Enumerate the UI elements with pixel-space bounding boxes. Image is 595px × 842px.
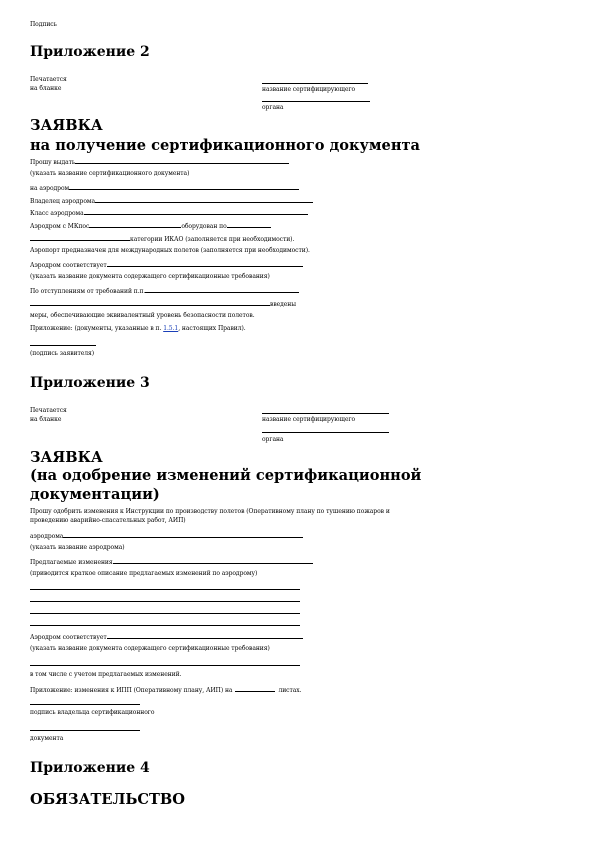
- a3-ukazat-aer: (указать название аэродрома): [30, 544, 125, 551]
- a3-signature-line: [30, 704, 140, 705]
- a3-predl-row: [30, 557, 313, 567]
- a2-otstupl-row: [30, 286, 299, 296]
- a3-predl-field[interactable]: [113, 557, 313, 564]
- a2-mery: меры, обеспечивающие эквивалентный уровень безопасности полетов.: [30, 312, 255, 319]
- a3-prosim-2: проведению аварийно-спасательных работ, АИП): [30, 517, 186, 524]
- appendix3-title: Приложение 3: [30, 375, 150, 391]
- a2-vvedeny: введены: [270, 301, 296, 308]
- a2-kategorii: категории ИКАО (заполняется при необходимости).: [130, 236, 295, 243]
- a2-aerodrom-field[interactable]: [69, 183, 299, 190]
- a3-document-line: [30, 730, 140, 731]
- a2-prilozh-row: [30, 325, 246, 333]
- a2-prilozh-link[interactable]: 1.5.1: [163, 325, 179, 332]
- appendix3-cert-org-line: [262, 413, 389, 414]
- a3-predl: Предлагаемые изменения: [30, 559, 113, 566]
- a2-vvedeny-field[interactable]: [30, 299, 270, 306]
- a3-sootv-field[interactable]: [107, 632, 303, 639]
- a2-vladelets-field[interactable]: [95, 196, 313, 203]
- a3-aerodroma: аэродрома: [30, 533, 64, 540]
- a2-mkpos-1: Аэродром с МКпос: [30, 223, 90, 230]
- a2-klass-row: [30, 208, 308, 218]
- header-caption: Подпись: [30, 21, 57, 28]
- a3-privod: (приводится краткое описание предлагаемых изменений по аэродрому): [30, 570, 258, 577]
- a3-prilozh-b: листах.: [278, 687, 302, 694]
- a2-predn: Аэропорт предназначен для международных полетов (заполняется при необходимости).: [30, 247, 310, 254]
- appendix2-print-label-2: на бланке: [30, 85, 62, 92]
- a2-aerodrom-row: [30, 183, 299, 193]
- a2-vladelets: Владелец аэродрома: [30, 198, 96, 205]
- a3-blank-line[interactable]: [30, 625, 300, 626]
- a3-ukazat-treb: (указать название документа содержащего сертификационные требования): [30, 645, 270, 652]
- appendix2-cert-org: название сертифицирующего: [262, 86, 356, 93]
- a3-blank-line[interactable]: [30, 613, 300, 614]
- a3-blank-line[interactable]: [30, 601, 300, 602]
- appendix3-print-label-2: на бланке: [30, 416, 62, 423]
- appendix3-subtitle-1: (на одобрение изменений сертификационной: [30, 467, 422, 484]
- a3-sheets-field[interactable]: [235, 685, 275, 692]
- a3-tom-chisle: в том числе с учетом предлагаемых изменений.: [30, 671, 182, 678]
- a2-podpis: (подпись заявителя): [30, 350, 95, 357]
- appendix3-organ: органа: [262, 436, 284, 443]
- a3-sootv-row: [30, 632, 303, 642]
- a2-vladelets-row: [30, 196, 313, 206]
- a3-blank-line[interactable]: [30, 665, 300, 666]
- a2-mkpos-row: [30, 221, 271, 231]
- a2-sootv-row: [30, 260, 303, 270]
- a3-podpis-vl: подпись владельца сертификационного: [30, 709, 155, 716]
- a3-prilozh-a: Приложение: изменения к ИПП (Оперативному плану, АИП) на: [30, 687, 233, 694]
- a2-klass-field[interactable]: [84, 208, 308, 215]
- appendix4-obyaz: ОБЯЗАТЕЛЬСТВО: [30, 791, 185, 808]
- appendix2-organ: органа: [262, 104, 284, 111]
- a2-prilozh-a: Приложение: (документы, указанные в п.: [30, 325, 162, 332]
- appendix4-title: Приложение 4: [30, 760, 150, 776]
- a2-ukazat-doc: (указать название сертификационного документа): [30, 170, 190, 177]
- a3-dokumenta: документа: [30, 735, 64, 742]
- a2-kategorii-field[interactable]: [30, 234, 130, 241]
- appendix3-organ-line: [262, 432, 389, 433]
- a2-category-field[interactable]: [227, 221, 271, 228]
- a2-signature-line: [30, 345, 96, 346]
- appendix3-zayavka: ЗАЯВКА: [30, 449, 103, 466]
- appendix3-print-label: Печатается: [30, 407, 67, 414]
- appendix3-subtitle-2: документации): [30, 486, 160, 503]
- a2-prosim: Прошу выдать: [30, 159, 76, 166]
- a2-mkpos-field[interactable]: [89, 221, 181, 228]
- appendix3-cert-org: название сертифицирующего: [262, 416, 356, 423]
- a3-aerodroma-row: [30, 531, 303, 541]
- appendix2-print-label: Печатается: [30, 76, 67, 83]
- a2-klass: Класс аэродрома: [30, 210, 84, 217]
- a2-vvedeny-row: [30, 299, 296, 309]
- a2-na-aerodrom: на аэродром: [30, 185, 70, 192]
- appendix2-title: Приложение 2: [30, 44, 150, 60]
- a2-ukazat-treb: (указать название документа содержащего сертификационные требования): [30, 273, 270, 280]
- a2-sootv-field[interactable]: [107, 260, 303, 267]
- a3-aerodroma-field[interactable]: [63, 531, 303, 538]
- a3-prosim-1: Прошу одобрить изменения к Инструкции по производству полетов (Оперативному плану по тушению пожаров и: [30, 508, 390, 515]
- a3-blank-line[interactable]: [30, 589, 300, 590]
- appendix2-subtitle: на получение сертификационного документа: [30, 137, 421, 154]
- a3-sootv: Аэродром соответствует: [30, 634, 107, 641]
- a2-otstupl: По отступлениям от требований п.п.: [30, 288, 146, 295]
- a2-prosim-row: [30, 157, 289, 167]
- a2-kategorii-row: [30, 234, 294, 244]
- a2-prilozh-b: , настоящих Правил).: [178, 325, 246, 332]
- appendix2-zayavka: ЗАЯВКА: [30, 117, 103, 134]
- a2-otstupl-field[interactable]: [145, 286, 299, 293]
- appendix2-organ-line: [262, 101, 370, 102]
- a3-prilozh-row: [30, 685, 301, 695]
- appendix2-cert-org-line: [262, 83, 368, 84]
- a2-prosim-field[interactable]: [75, 157, 289, 164]
- a2-mkpos-2: оборудован по: [181, 223, 227, 230]
- a2-sootv: Аэродром соответствует: [30, 262, 107, 269]
